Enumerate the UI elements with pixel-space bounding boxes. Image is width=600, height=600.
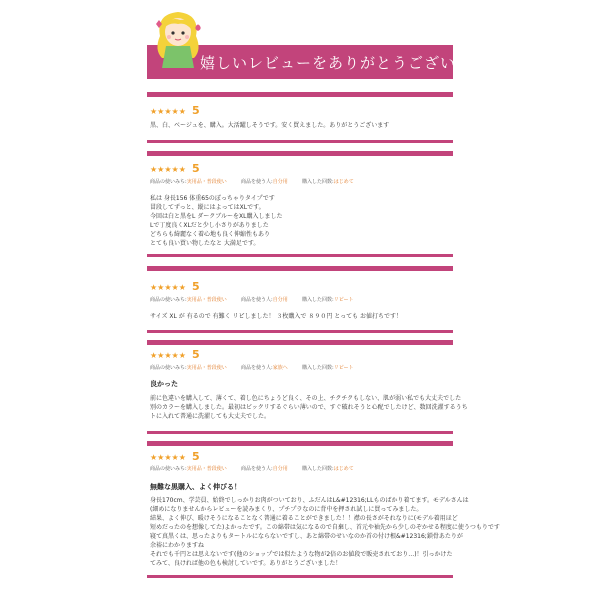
rating-score: 5 [192, 162, 200, 175]
star-rating: ★★★★★ [150, 283, 186, 292]
review-title: 良かった [150, 380, 178, 388]
review-divider [147, 441, 453, 446]
review-divider [147, 266, 453, 271]
review-divider [147, 151, 453, 156]
banner-title: 嬉しいレビューをありがとうございます [200, 54, 489, 72]
review-title: 無難な黒購入、よく伸びる！ [150, 483, 241, 491]
girl-character-icon [150, 6, 206, 70]
review-divider [147, 92, 453, 97]
review-text: 黒、白、ベージュを、購入。大活躍しそうです。安く買えました。ありがとうございます [150, 122, 390, 129]
review-meta: 商品の使いみち:実用品・普段使い 商品を使う人:自分用 購入した回数:リピート [150, 297, 354, 303]
review-text: 私は 身長156 体重65のぽっちゃりタイプです 冒段してずっと、縦にはよってはXLです。 今回は白と黒をL ダークブルーをXL購入しました Lで丁度良くXLだと少し小さりがありました どちらも綺麗なく着心地も良く伸縮性もあり とても良い買い物したなと 大満足です。 [150, 195, 283, 247]
review-meta: 商品の使いみち:実用品・普段使い 商品を使う人:自分用 購入した回数:はじめて [150, 466, 354, 472]
star-rating: ★★★★★ [150, 453, 186, 462]
rating-score: 5 [192, 280, 200, 293]
review-divider [147, 254, 453, 257]
review-divider [147, 575, 453, 578]
review-divider [147, 340, 453, 345]
review-divider [147, 431, 453, 434]
review-divider [147, 140, 453, 143]
rating-score: 5 [192, 450, 200, 463]
review-text: サイズ XL が 有るので 有難く リピしました！ ３枚購入で ８９０円 とっても お値打ちです！ [150, 313, 402, 320]
review-meta: 商品の使いみち:実用品・普段使い 商品を使う人:自分用 購入した回数:はじめて [150, 179, 354, 185]
rating-score: 5 [192, 348, 200, 361]
star-rating: ★★★★★ [150, 107, 186, 116]
star-rating: ★★★★★ [150, 351, 186, 360]
star-rating: ★★★★★ [150, 165, 186, 174]
review-divider [147, 330, 453, 333]
review-text: 身長170cm、学芸員、始終でしっかりお肉がついており、ふだんはL&#12316;LLものばかり着てます。モデルさんは (細めになりませんからレビューを読みまくり、プチプラなのに背中を押され試しに買ってみました。 結果、よく伸び、暖けそうになることなく普通に着ることができました！！襟の長さがそれなりに(モデル着用ほど 短めだったのを想像してた)よかったです。この綿帯は気になるので自棄し、首元や袖先から少しのぞかせる程度に使うつもりです 寝て真黒くは、思ったよりもタートルにならないですし、あと綿帯のせいなのか首の付け根&#12316;鎖骨あたりが 余裕にわかりますね それでも千円とは思えないです(他のショップでは似たような物が2倍のお値段で販売されており…)！引っかけた てみて、良ければ他の色も検討していです。ありがとうございました！ [150, 497, 500, 567]
review-text: 前に色違いを購入して、薄くて、着し色にちょうど良く、その上、チクチクもしない、肌が弱い私でも大丈夫でした 別のカラーを購入しました。最初はビックリするぐらい薄いので、すぐ破れそうと心配でしたけど、数回洗濯するうち トに入れて普通に洗濯しても大丈夫でした。 [150, 395, 468, 420]
review-meta: 商品の使いみち:実用品・普段使い 商品を使う人:家族へ 購入した回数:リピート [150, 365, 354, 371]
rating-score: 5 [192, 104, 200, 117]
